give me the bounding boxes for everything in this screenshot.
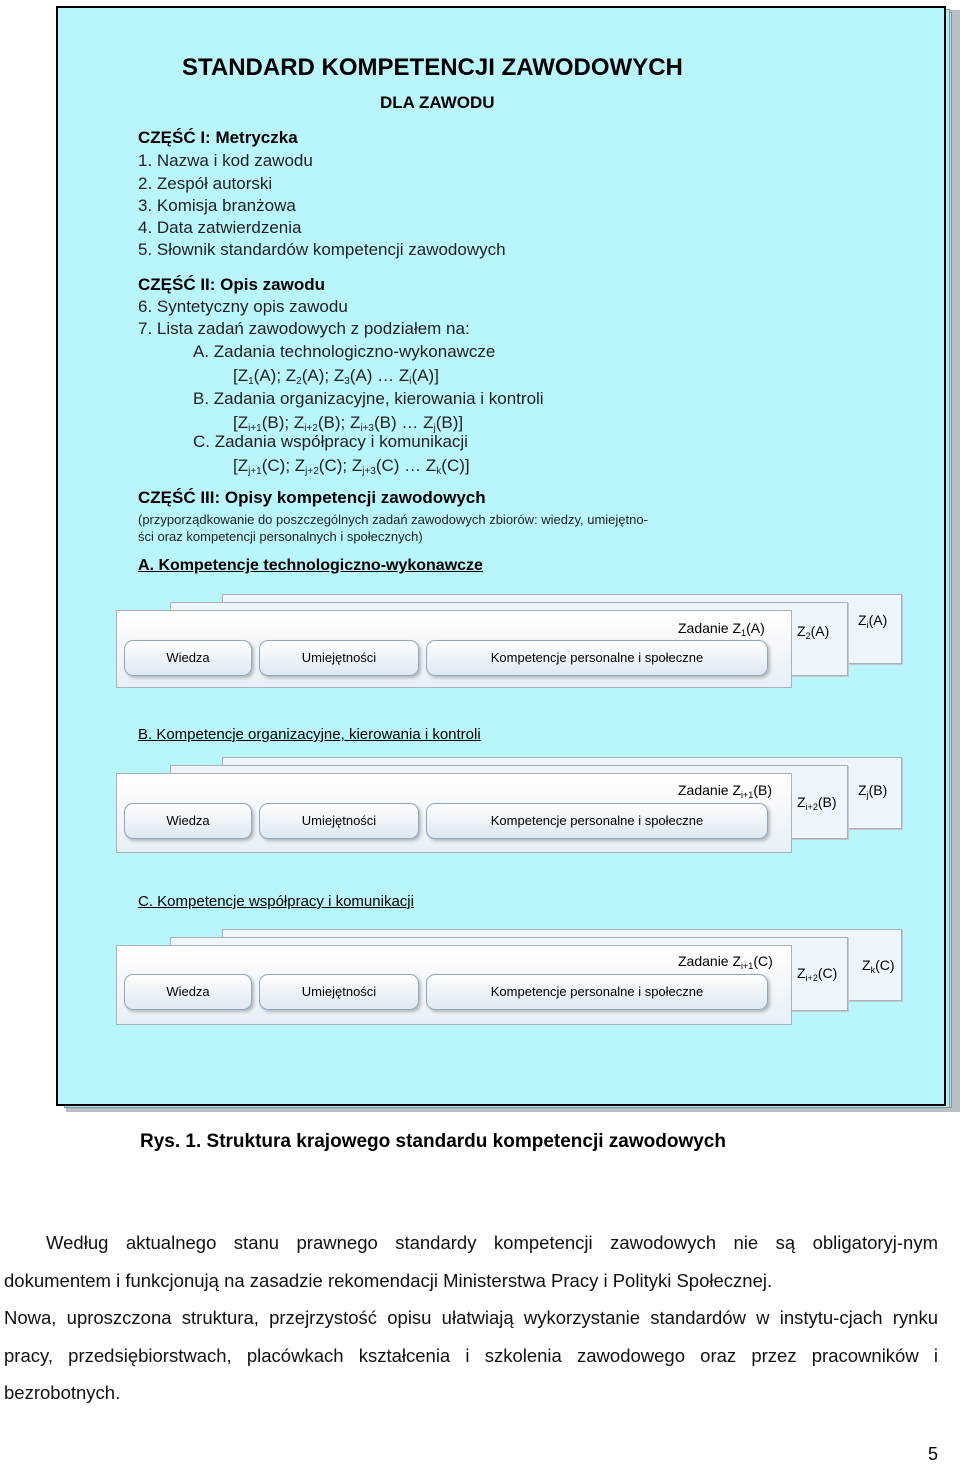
wiedza-box: Wiedza bbox=[124, 640, 252, 676]
task-label-bj: $Z_j(B)$ bbox=[858, 782, 888, 800]
page-number: 5 bbox=[927, 1444, 938, 1464]
task-label-b2: $Z_{i+2}(B)$ bbox=[797, 794, 837, 812]
wiedza-box: Wiedza bbox=[124, 803, 252, 839]
umiejetnosci-box: Umiejętności bbox=[259, 803, 419, 839]
part3-heading: CZĘŚĆ III: Opisy kompetencji zawodowych bbox=[138, 488, 486, 507]
task-label-ck: $Z_k(C)$ bbox=[862, 957, 895, 975]
umiejetnosci-box: Umiejętności bbox=[259, 640, 419, 676]
part3-note: ści oraz kompetencji personalnych i społecznych) bbox=[138, 529, 423, 544]
task-group-b: B. Zadania organizacyjne, kierowania i kontroli bbox=[193, 389, 544, 408]
task-list-a: [$Z_1(A)$; $Z_2(A)$; $Z_3(A)$ … $Z_i(A)$] bbox=[233, 366, 439, 387]
task-group-a: A. Zadania technologiczno-wykonawcze bbox=[193, 342, 496, 361]
diagram-c-heading: C. Kompetencje współpracy i komunikacji bbox=[138, 893, 414, 910]
page-title: STANDARD KOMPETENCJI ZAWODOWYCH bbox=[182, 54, 683, 81]
umiejetnosci-box: Umiejętności bbox=[259, 974, 419, 1010]
task-group-c: C. Zadania współpracy i komunikacji bbox=[193, 432, 468, 451]
body-paragraph: Według aktualnego stanu prawnego standardy kompetencji zawodowych nie są obligatoryj-nym dokumentem i funkcjonują na zasadzie rekomendacji Ministerstwa Pracy i Polityki Społecznej. bbox=[4, 1232, 938, 1291]
wiedza-box: Wiedza bbox=[124, 974, 252, 1010]
part3-note: (przyporządkowanie do poszczególnych zadań zawodowych zbiorów: wiedzy, umiejętno- bbox=[138, 512, 648, 527]
task-label-ai: $Z_i(A)$ bbox=[858, 612, 888, 630]
task-list-c: [$Z_{j+1}(C)$; $Z_{j+2}(C)$; $Z_{j+3}(C)$ … $Z_k(C)$] bbox=[233, 456, 470, 477]
task-label-c2: $Z_{i+2}(C)$ bbox=[797, 965, 838, 983]
part1-item: 4. Data zatwierdzenia bbox=[138, 218, 302, 237]
part2-item: 7. Lista zadań zawodowych z podziałem na: bbox=[138, 319, 470, 338]
part1-item: 5. Słownik standardów kompetencji zawodowych bbox=[138, 240, 506, 259]
diagram-a-heading: A. Kompetencje technologiczno-wykonawcze bbox=[138, 557, 483, 574]
part1-item: 3. Komisja branżowa bbox=[138, 196, 296, 215]
part2-heading: CZĘŚĆ II: Opis zawodu bbox=[138, 275, 326, 294]
body-paragraph: Nowa, uproszczona struktura, przejrzystość opisu ułatwiają wykorzystanie standardów w instytu-cjach rynku pracy, przedsiębiorstwach, placówkach kształcenia i szkolenia zawodowego oraz przez pracowników i bezrobotnych. bbox=[4, 1307, 938, 1403]
diagram-b-heading: B. Kompetencje organizacyjne, kierowania i kontroli bbox=[138, 726, 481, 743]
part1-item: 1. Nazwa i kod zawodu bbox=[138, 151, 313, 170]
task-label-b1: Zadanie $Z_{i+1}(B)$ bbox=[678, 782, 772, 800]
task-list-b: [$Z_{i+1}(B)$; $Z_{i+2}(B)$; $Z_{i+3}(B)$ … $Z_j(B)$] bbox=[233, 413, 464, 434]
page-subtitle: DLA ZAWODU bbox=[380, 93, 495, 112]
kompetencje-box: Kompetencje personalne i społeczne bbox=[426, 803, 768, 839]
kompetencje-box: Kompetencje personalne i społeczne bbox=[426, 640, 768, 676]
figure-caption: Rys. 1. Struktura krajowego standardu kompetencji zawodowych bbox=[140, 1131, 726, 1152]
task-label-a1: Zadanie $Z_1(A)$ bbox=[678, 620, 765, 638]
task-label-c1: Zadanie $Z_{i+1}(C)$ bbox=[678, 953, 773, 971]
part1-item: 2. Zespół autorski bbox=[138, 174, 273, 193]
part1-heading: CZĘŚĆ I: Metryczka bbox=[138, 128, 298, 147]
part2-item: 6. Syntetyczny opis zawodu bbox=[138, 297, 348, 316]
task-label-a2: $Z_2(A)$ bbox=[797, 623, 830, 641]
kompetencje-box: Kompetencje personalne i społeczne bbox=[426, 974, 768, 1010]
